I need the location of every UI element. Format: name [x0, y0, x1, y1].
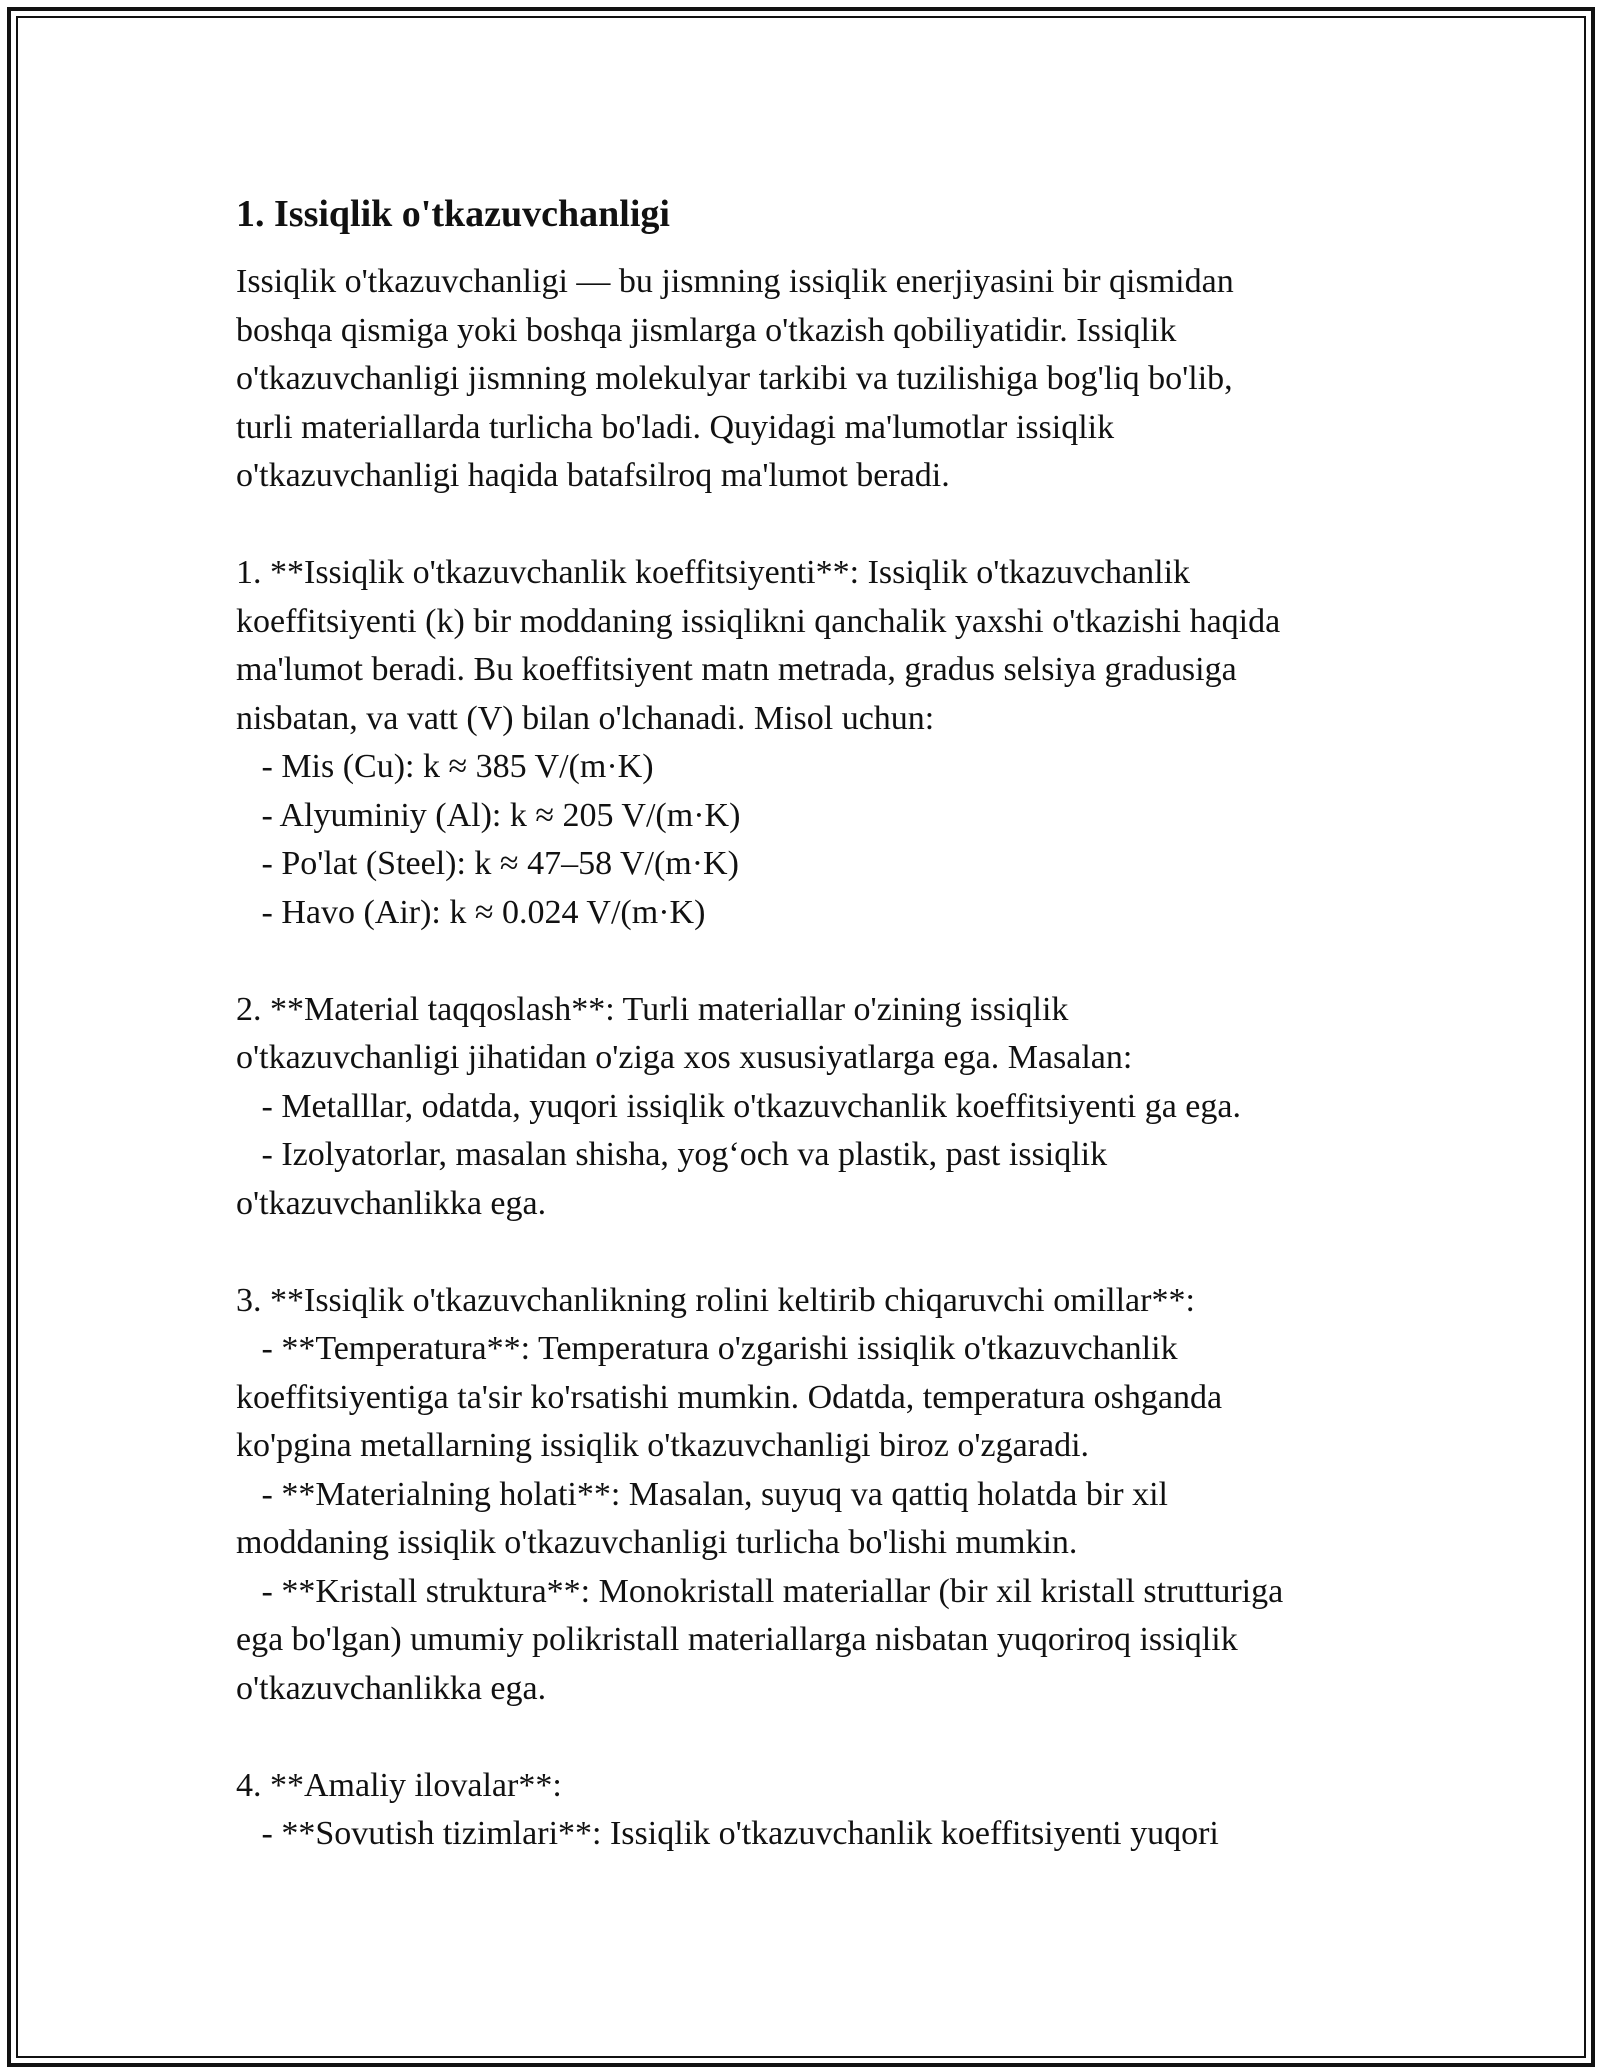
text-line: boshqa qismiga yoki boshqa jismlarga o'tkazish qobiliyatidir. Issiqlik	[236, 311, 1177, 349]
text-line: - Havo (Air): k ≈ 0.024 V/(m·K)	[236, 893, 706, 931]
text-line: - Mis (Cu): k ≈ 385 V/(m·K)	[236, 748, 654, 785]
document-text	[236, 258, 1396, 1859]
text-line: ma'lumot beradi. Bu koeffitsiyent matn metrada, gradus selsiya gradusiga	[236, 651, 1237, 688]
text-line: o'tkazuvchanlikka ega.	[236, 1184, 547, 1222]
text-line: ega bo'lgan) umumiy polikristall materiallarga nisbatan yuqoriroq issiqlik	[236, 1621, 1238, 1658]
text-line: - **Sovutish tizimlari**: Issiqlik o'tkazuvchanlik koeffitsiyenti yuqori	[236, 1815, 1219, 1852]
text-line: 3. **Issiqlik o'tkazuvchanlikning rolini keltirib chiqaruvchi omillar**:	[236, 1281, 1195, 1319]
text-line: turli materiallarda turlicha bo'ladi. Quyidagi ma'lumotlar issiqlik	[236, 408, 1115, 446]
document-title: 1. Issiqlik o'tkazuvchanligi	[236, 193, 670, 235]
text-line: - **Temperatura**: Temperatura o'zgarishi issiqlik o'tkazuvchanlik	[236, 1330, 1178, 1367]
blank-line	[236, 937, 1396, 986]
text-line: - Po'lat (Steel): k ≈ 47–58 V/(m·K)	[236, 845, 739, 882]
text-line: o'tkazuvchanligi haqida batafsilroq ma'lumot beradi.	[236, 457, 950, 494]
text-line: 2. **Material taqqoslash**: Turli materiallar o'zining issiqlik	[236, 990, 1069, 1028]
text-line: koeffitsiyentiga ta'sir ko'rsatishi mumkin. Odatda, temperatura oshganda	[236, 1378, 1223, 1416]
text-line: o'tkazuvchanligi jismning molekulyar tarkibi va tuzilishiga bog'liq bo'lib,	[236, 360, 1233, 397]
blank-line	[236, 501, 1396, 550]
text-line: Issiqlik o'tkazuvchanligi — bu jismning issiqlik enerjiyasini bir qismidan	[236, 263, 1234, 300]
text-line: - Alyuminiy (Al): k ≈ 205 V/(m·K)	[236, 796, 741, 834]
text-line: o'tkazuvchanlikka ega.	[236, 1669, 547, 1707]
text-line: - Metalllar, odatda, yuqori issiqlik o'tkazuvchanlik koeffitsiyenti ga ega.	[236, 1087, 1241, 1125]
text-line: - **Materialning holati**: Masalan, suyuq va qattiq holatda bir xil	[236, 1475, 1168, 1513]
blank-line	[236, 1713, 1396, 1762]
text-line: koeffitsiyenti (k) bir moddaning issiqlikni qanchalik yaxshi o'tkazishi haqida	[236, 602, 1281, 640]
text-line: ko'pgina metallarning issiqlik o'tkazuvchanligi biroz o'zgaradi.	[236, 1427, 1090, 1464]
text-line: moddaning issiqlik o'tkazuvchanligi turlicha bo'lishi mumkin.	[236, 1524, 1078, 1561]
document-body	[236, 190, 1396, 1859]
blank-line	[236, 1228, 1396, 1277]
text-line: - **Kristall struktura**: Monokristall materiallar (bir xil kristall strutturiga	[236, 1572, 1284, 1610]
text-line: o'tkazuvchanligi jihatidan o'ziga xos xususiyatlarga ega. Masalan:	[236, 1039, 1133, 1076]
text-line: 4. **Amaliy ilovalar**:	[236, 1766, 562, 1804]
text-line: 1. **Issiqlik o'tkazuvchanlik koeffitsiyenti**: Issiqlik o'tkazuvchanlik	[236, 554, 1191, 591]
text-line: nisbatan, va vatt (V) bilan o'lchanadi. Misol uchun:	[236, 699, 935, 737]
text-line: - Izolyatorlar, masalan shisha, yog‘och va plastik, past issiqlik	[236, 1136, 1108, 1173]
